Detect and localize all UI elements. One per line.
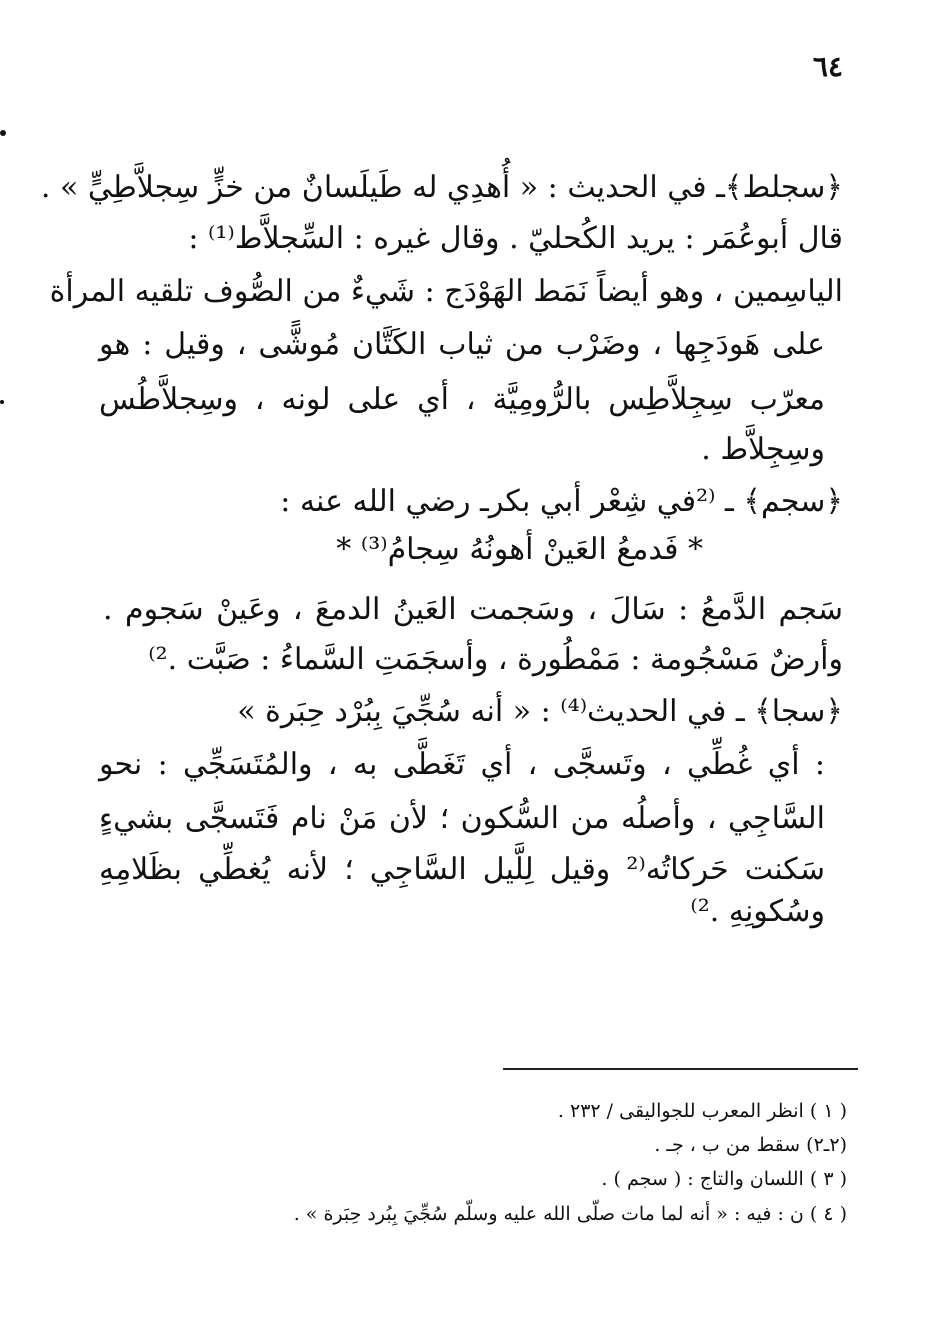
footnote-divider	[503, 1068, 858, 1070]
entry-sajlat-line-1: ﴿سجلط﴾ـ في الحديث : « أُهدِي له طَيلَسانٌ من خزٍّ سِجلاَّطِيٍّ » .	[40, 170, 843, 205]
page-number: ٦٤	[812, 50, 843, 83]
footnote-1: ( ١ ) انظر المعرب للجواليقى / ٢٣٢ .	[557, 1100, 847, 1122]
footnote-2: (٢ـ٢) سقط من ب ، جـ .	[654, 1134, 847, 1156]
entry-sajam-verse: * فَدمعُ العَينْ أهونُهُ سِجامُ⁽³⁾ *	[336, 532, 703, 567]
entry-saja-line-2: : أي غُطِّي ، وتَسجَّى ، أي تَغَطَّى به ، والمُتَسَجِّي : نحو	[99, 747, 825, 782]
footnote-4: ( ٤ ) ن : فيه : « أنه لما مات صلّى الله عليه وسلّم سُجِّيَ بِبُرد حِبَرة » .	[293, 1203, 847, 1225]
entry-sajam-line-3: سَجم الدَّمعُ : سَالَ ، وسَجمت العَينُ الدمعَ ، وعَينْ سَجوم .	[103, 592, 843, 627]
footnote-3: ( ٣ ) اللسان والتاج : ( سجم ) .	[601, 1168, 847, 1190]
entry-sajlat-line-2: قال أبوعُمَر : يريد الكُحليّ . وقال غيره : السِّجلاَّط⁽¹⁾ :	[188, 221, 843, 256]
entry-sajlat-line-6: وسِجِلاَّط .	[701, 432, 825, 467]
margin-mark	[0, 130, 6, 136]
entry-saja-line-1: ﴿سجا﴾ ـ في الحديث⁽⁴⁾ : « أنه سُجِّيَ بِبُرْد حِبَرة »	[237, 694, 843, 729]
entry-sajam-line-4: وأرضٌ مَسْجُومة : مَمْطُورة ، وأسجَمَتِ السَّماءُ : صَبَّت .²⁾	[148, 642, 843, 677]
entry-sajlat-line-4: على هَودَجِها ، وضَرْب من ثياب الكَتَّان مُوشًّى ، وقيل : هو	[99, 327, 825, 362]
entry-sajlat-line-3: الياسِمين ، وهو أيضاً نَمَط الهَوْدَج : شَيءٌ من الصُّوف تلقيه المرأة	[49, 274, 843, 309]
entry-saja-line-3: السَّاجِي ، وأصلُه من السُّكون ؛ لأن مَنْ نام فَتَسجَّى بشيءٍ	[99, 801, 825, 836]
entry-sajam-line-1: ﴿سجم﴾ ـ ⁽²في شِعْر أبي بكرـ رضي الله عنه :	[280, 484, 843, 519]
entry-sajlat-line-5: معرّب سِجِلاَّطِس بالرُّومِيَّة ، أي على لونه ، وسِجلاَّطُس	[99, 382, 825, 417]
margin-mark	[0, 400, 4, 404]
entry-saja-line-4: سَكنت حَركاتُه⁽² وقيل لِلَّيل السَّاجِي ؛ لأنه يُغطِّي بظَلامِهِ	[99, 852, 826, 887]
entry-saja-line-5: وسُكونِهِ .²⁾	[690, 894, 825, 929]
